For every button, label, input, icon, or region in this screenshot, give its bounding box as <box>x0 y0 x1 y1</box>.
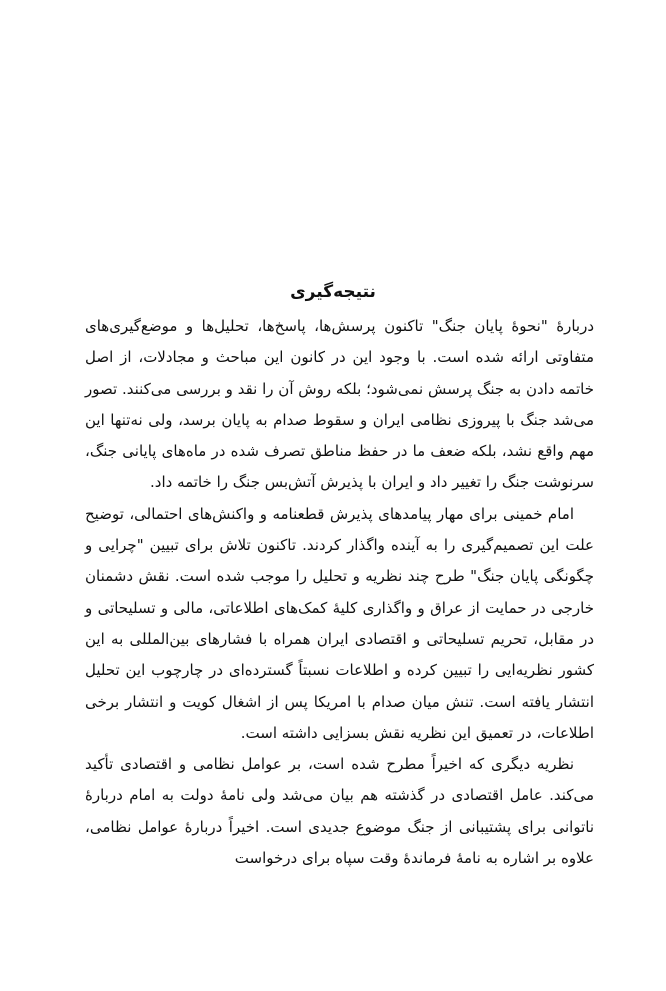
body-text <box>85 311 594 874</box>
paragraph: نظریه دیگری که اخیراً مطرح شده است، بر عوامل نظامی و اقتصادی تأکید می‌کند. عامل اقتصادی در گذشته هم بیان می‌شد ولی نامۀ دولت به امام دربارۀ ناتوانی برای پشتیبانی از جنگ موضوع جدیدی است. اخیراً دربارۀ عوامل نظامی، علاوه بر اشاره به نامۀ فرماندۀ وقت سپاه برای درخواست <box>85 755 594 868</box>
paragraph: امام خمینی برای مهار پیامدهای پذیرش قطعنامه و واکنش‌های احتمالی، توضیح علت این تصمیم‌گیری را به آینده واگذار کردند. تاکنون تلاش برای تبیین "چرایی و چگونگی پایان جنگ" طرح چند نظریه و تحلیل را موجب شده است. نقش دشمنان خارجی در حمایت از عراق و واگذاری کلیۀ کمک‌های اطلاعاتی، مالی و تسلیحاتی و در مقابل، تحریم تسلیحاتی و اقتصادی ایران همراه با فشارهای بین‌المللی به این کشور نظریه‌ایی را تبیین کرده و اطلاعات نسبتاً گسترده‌ای در چارچوب این تحلیل انتشار یافته است. تنش میان صدام با امریکا پس از اشغال کویت و انتشار برخی اطلاعات، در تعمیق این نظریه نقش بسزایی داشته است. <box>85 504 594 742</box>
section-heading: نتیجه‌گیری <box>290 282 376 302</box>
paragraph: دربارۀ "نحوۀ پایان جنگ" تاکنون پرسش‌ها، پاسخ‌ها، تحلیل‌ها و موضع‌گیری‌های متفاوتی ارائه شده است. با وجود این در کانون این مباحث و مجادلات، از اصل خاتمه دادن به جنگ پرسش نمی‌شود؛ بلکه روش آن را نقد و بررسی می‌کنند. تصور می‌شد جنگ با پیروزی نظامی ایران و سقوط صدام به پایان برسد، ولی نه‌تنها این مهم واقع نشد، بلکه ضعف ما در حفظ مناطق تصرف شده در ماه‌های پایانی جنگ، سرنوشت جنگ را تغییر داد و ایران با پذیرش آتش‌بس جنگ را خاتمه داد. <box>85 317 594 492</box>
